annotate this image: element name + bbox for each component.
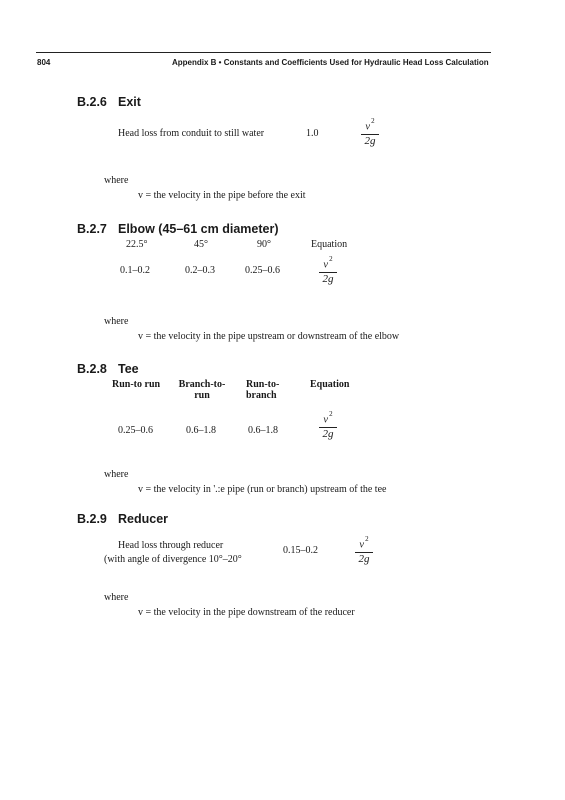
variable-definition: v = the velocity in '.:e pipe (run or branch) upstream of the tee bbox=[138, 484, 387, 495]
table-header-cell: 22.5° bbox=[126, 239, 148, 250]
table-cell: 0.1–0.2 bbox=[120, 265, 150, 276]
table-cell: 0.25–0.6 bbox=[245, 265, 280, 276]
table-cell: 0.6–1.8 bbox=[186, 425, 216, 436]
section-title-reducer: Reducer bbox=[118, 512, 169, 526]
reducer-description: Head loss through reducer bbox=[118, 540, 224, 551]
table-header-cell: Run-to run bbox=[112, 379, 161, 390]
variable-definition: v = the velocity in the pipe upstream or downstream of the elbow bbox=[138, 331, 400, 342]
table-header-cell: Branch-to- run bbox=[178, 379, 226, 401]
where-label: where bbox=[104, 592, 129, 603]
where-label: where bbox=[104, 316, 129, 327]
reducer-description: (with angle of divergence 10°–20° bbox=[104, 554, 242, 565]
table-header-cell: 90° bbox=[257, 239, 271, 250]
section-number-tee: B.2.8 bbox=[77, 362, 107, 376]
reducer-coefficient: 0.15–0.2 bbox=[283, 545, 318, 556]
variable-definition: v = the velocity in the pipe before the exit bbox=[138, 190, 306, 201]
header-rule bbox=[36, 52, 491, 53]
section-number-reducer: B.2.9 bbox=[77, 512, 107, 526]
section-title-exit: Exit bbox=[118, 95, 141, 109]
where-label: where bbox=[104, 469, 129, 480]
page-number: 804 bbox=[37, 58, 51, 67]
section-number-elbow: B.2.7 bbox=[77, 222, 107, 236]
table-cell: 0.25–0.6 bbox=[118, 425, 153, 436]
variable-definition: v = the velocity in the pipe downstream of the reducer bbox=[138, 607, 355, 618]
table-header-cell: Run-to- branch bbox=[246, 379, 280, 401]
table-cell: 0.6–1.8 bbox=[248, 425, 278, 436]
velocity-head-equation: $v^2$ 2g bbox=[316, 411, 340, 440]
section-title-tee: Tee bbox=[118, 362, 139, 376]
exit-coefficient: 1.0 bbox=[306, 128, 319, 139]
running-title: Appendix B • Constants and Coefficients Used for Hydraulic Head Loss Calculation bbox=[172, 58, 489, 67]
table-header-cell: 45° bbox=[194, 239, 208, 250]
table-header-cell: Equation bbox=[310, 379, 350, 390]
table-cell: 0.2–0.3 bbox=[185, 265, 215, 276]
section-title-elbow: Elbow (45–61 cm diameter) bbox=[118, 222, 279, 236]
table-header-cell: Equation bbox=[311, 239, 348, 250]
where-label: where bbox=[104, 175, 129, 186]
exit-description: Head loss from conduit to still water bbox=[118, 128, 265, 139]
velocity-head-equation: $v^2$ 2g bbox=[316, 256, 340, 285]
velocity-head-equation: $v^2$ 2g bbox=[352, 536, 376, 565]
section-number-exit: B.2.6 bbox=[77, 95, 107, 109]
velocity-head-equation: $v^2$ 2g bbox=[358, 118, 382, 147]
